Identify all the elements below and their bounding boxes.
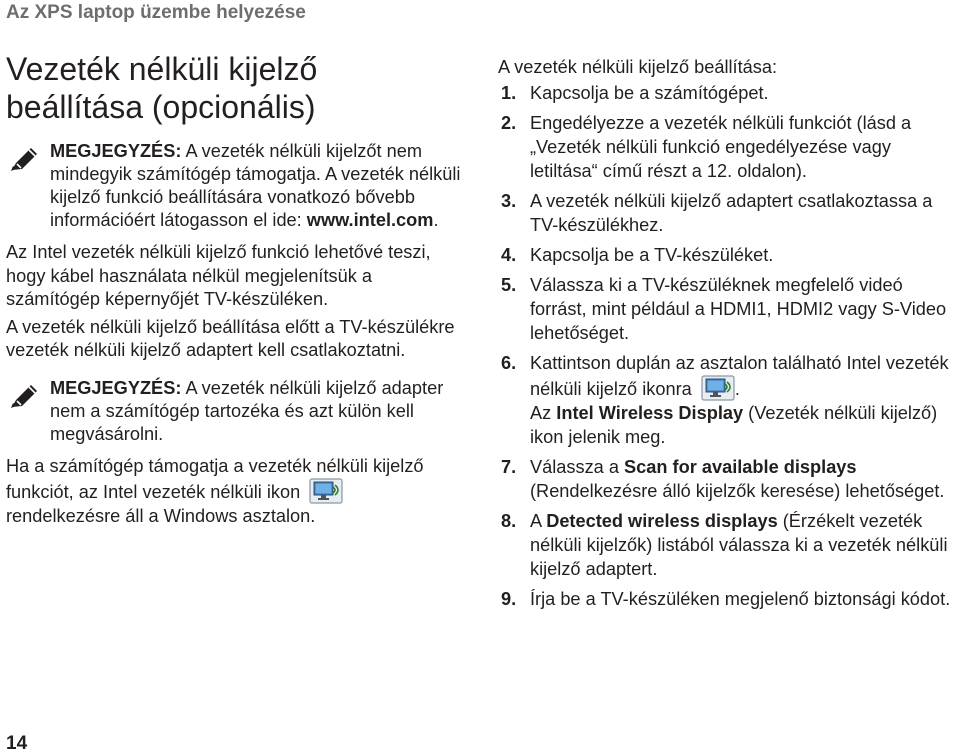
step-1: [498, 81, 959, 105]
step-number: 3.: [501, 190, 517, 211]
step-2: [498, 111, 959, 183]
step-6-end: .: [734, 378, 740, 399]
intel-wireless-display-icon: [701, 375, 735, 401]
note-1-text: A vezeték nélküli kijelzőt nem mindegyik számítógép támogatja. A vezeték nélküli kijelző funkció beállítására vonatkozó bővebb információért látogasson el ide:: [50, 141, 461, 230]
step-8-bold: Detected wireless displays: [546, 510, 778, 531]
step-6-line2-bold: Intel Wireless Display: [556, 402, 744, 423]
steps-list: [498, 81, 959, 611]
pencil-note-icon: [10, 383, 40, 409]
note-2-text: A vezeték nélküli kijelző adapter nem a számítógép tartozéka és azt külön kell megvásárolni.: [50, 377, 444, 444]
note-1: [6, 140, 468, 232]
step-6-line2-post: (Vezeték nélküli kijelző) ikon jelenik meg.: [530, 402, 938, 447]
running-header: Az XPS laptop üzembe helyezése: [6, 2, 306, 23]
step-number: 7.: [501, 456, 517, 477]
step-number: 4.: [501, 244, 517, 265]
step-7-pre: Válassza a: [530, 456, 625, 477]
step-number: 1.: [501, 82, 517, 103]
step-text: Engedélyezze a vezeték nélküli funkciót (lásd a „Vezeték nélküli funkció engedélyezése vagy letiltása“ című részt a 12. oldalon).: [530, 112, 912, 181]
step-number: 6.: [501, 352, 517, 373]
step-7-bold: Scan for available displays: [624, 456, 857, 477]
page-number: 14: [6, 733, 28, 754]
steps-intro: A vezeték nélküli kijelző beállítása:: [498, 57, 778, 77]
note-1-end: .: [433, 210, 439, 230]
paragraph-1: Az Intel vezeték nélküli kijelző funkció lehetővé teszi, hogy kábel használata nélkül megjelenítsük a számítógép képernyőjét TV-készüléken.: [6, 242, 431, 309]
heading-line-2: beállítása (opcionális): [6, 89, 316, 125]
step-text: Kapcsolja be a számítógépet.: [530, 82, 769, 103]
note-2-label: MEGJEGYZÉS:: [50, 377, 182, 398]
note-2: [6, 377, 468, 446]
step-4: [498, 243, 959, 267]
step-5: [498, 273, 959, 345]
intel-link[interactable]: www.intel.com: [306, 210, 434, 230]
step-text: Kapcsolja be a TV-készüléket.: [530, 244, 774, 265]
step-number: 8.: [501, 510, 517, 531]
intel-wireless-display-icon: [309, 478, 343, 504]
step-6-line2-pre: Az: [530, 402, 557, 423]
step-9: [498, 587, 959, 611]
step-7-post: (Rendelkezésre álló kijelzők keresése) lehetőséget.: [530, 480, 945, 501]
paragraph-3-end: rendelkezésre áll a Windows asztalon.: [6, 505, 316, 526]
paragraph-2: A vezeték nélküli kijelző beállítása előtt a TV-készülékre vezeték nélküli kijelző adaptert kell csatlakoztatni.: [6, 316, 455, 360]
note-1-label: MEGJEGYZÉS:: [50, 141, 182, 161]
right-column: [498, 56, 959, 617]
step-text: Kattintson duplán az asztalon található Intel vezeték nélküli kijelző ikonra: [530, 352, 949, 399]
step-number: 2.: [501, 112, 517, 133]
step-6: [498, 351, 959, 449]
paragraph-3: [6, 455, 468, 529]
step-text: A vezeték nélküli kijelző adaptert csatlakoztassa a TV-készülékhez.: [530, 190, 933, 235]
step-number: 9.: [501, 588, 517, 609]
step-8: [498, 509, 959, 581]
section-heading: [6, 50, 468, 126]
step-text: Írja be a TV-készüléken megjelenő biztonsági kódot.: [530, 588, 951, 609]
step-8-post: (Érzékelt vezeték nélküli kijelzők) listából válassza ki a vezeték nélküli kijelző adaptert.: [530, 510, 948, 579]
heading-line-1: Vezeték nélküli kijelző: [6, 51, 318, 87]
left-column: [6, 50, 468, 528]
paragraph-3-text: Ha a számítógép támogatja a vezeték nélküli kijelző funkciót, az Intel vezeték nélküli ikon: [6, 455, 424, 502]
step-text: Válassza ki a TV-készüléknek megfelelő videó forrást, mint például a HDMI1, HDMI2 vagy S-Video lehetőséget.: [530, 274, 947, 343]
step-8-pre: A: [530, 510, 547, 531]
step-number: 5.: [501, 274, 517, 295]
pencil-note-icon: [10, 146, 40, 172]
step-3: [498, 189, 959, 237]
step-7: [498, 455, 959, 503]
